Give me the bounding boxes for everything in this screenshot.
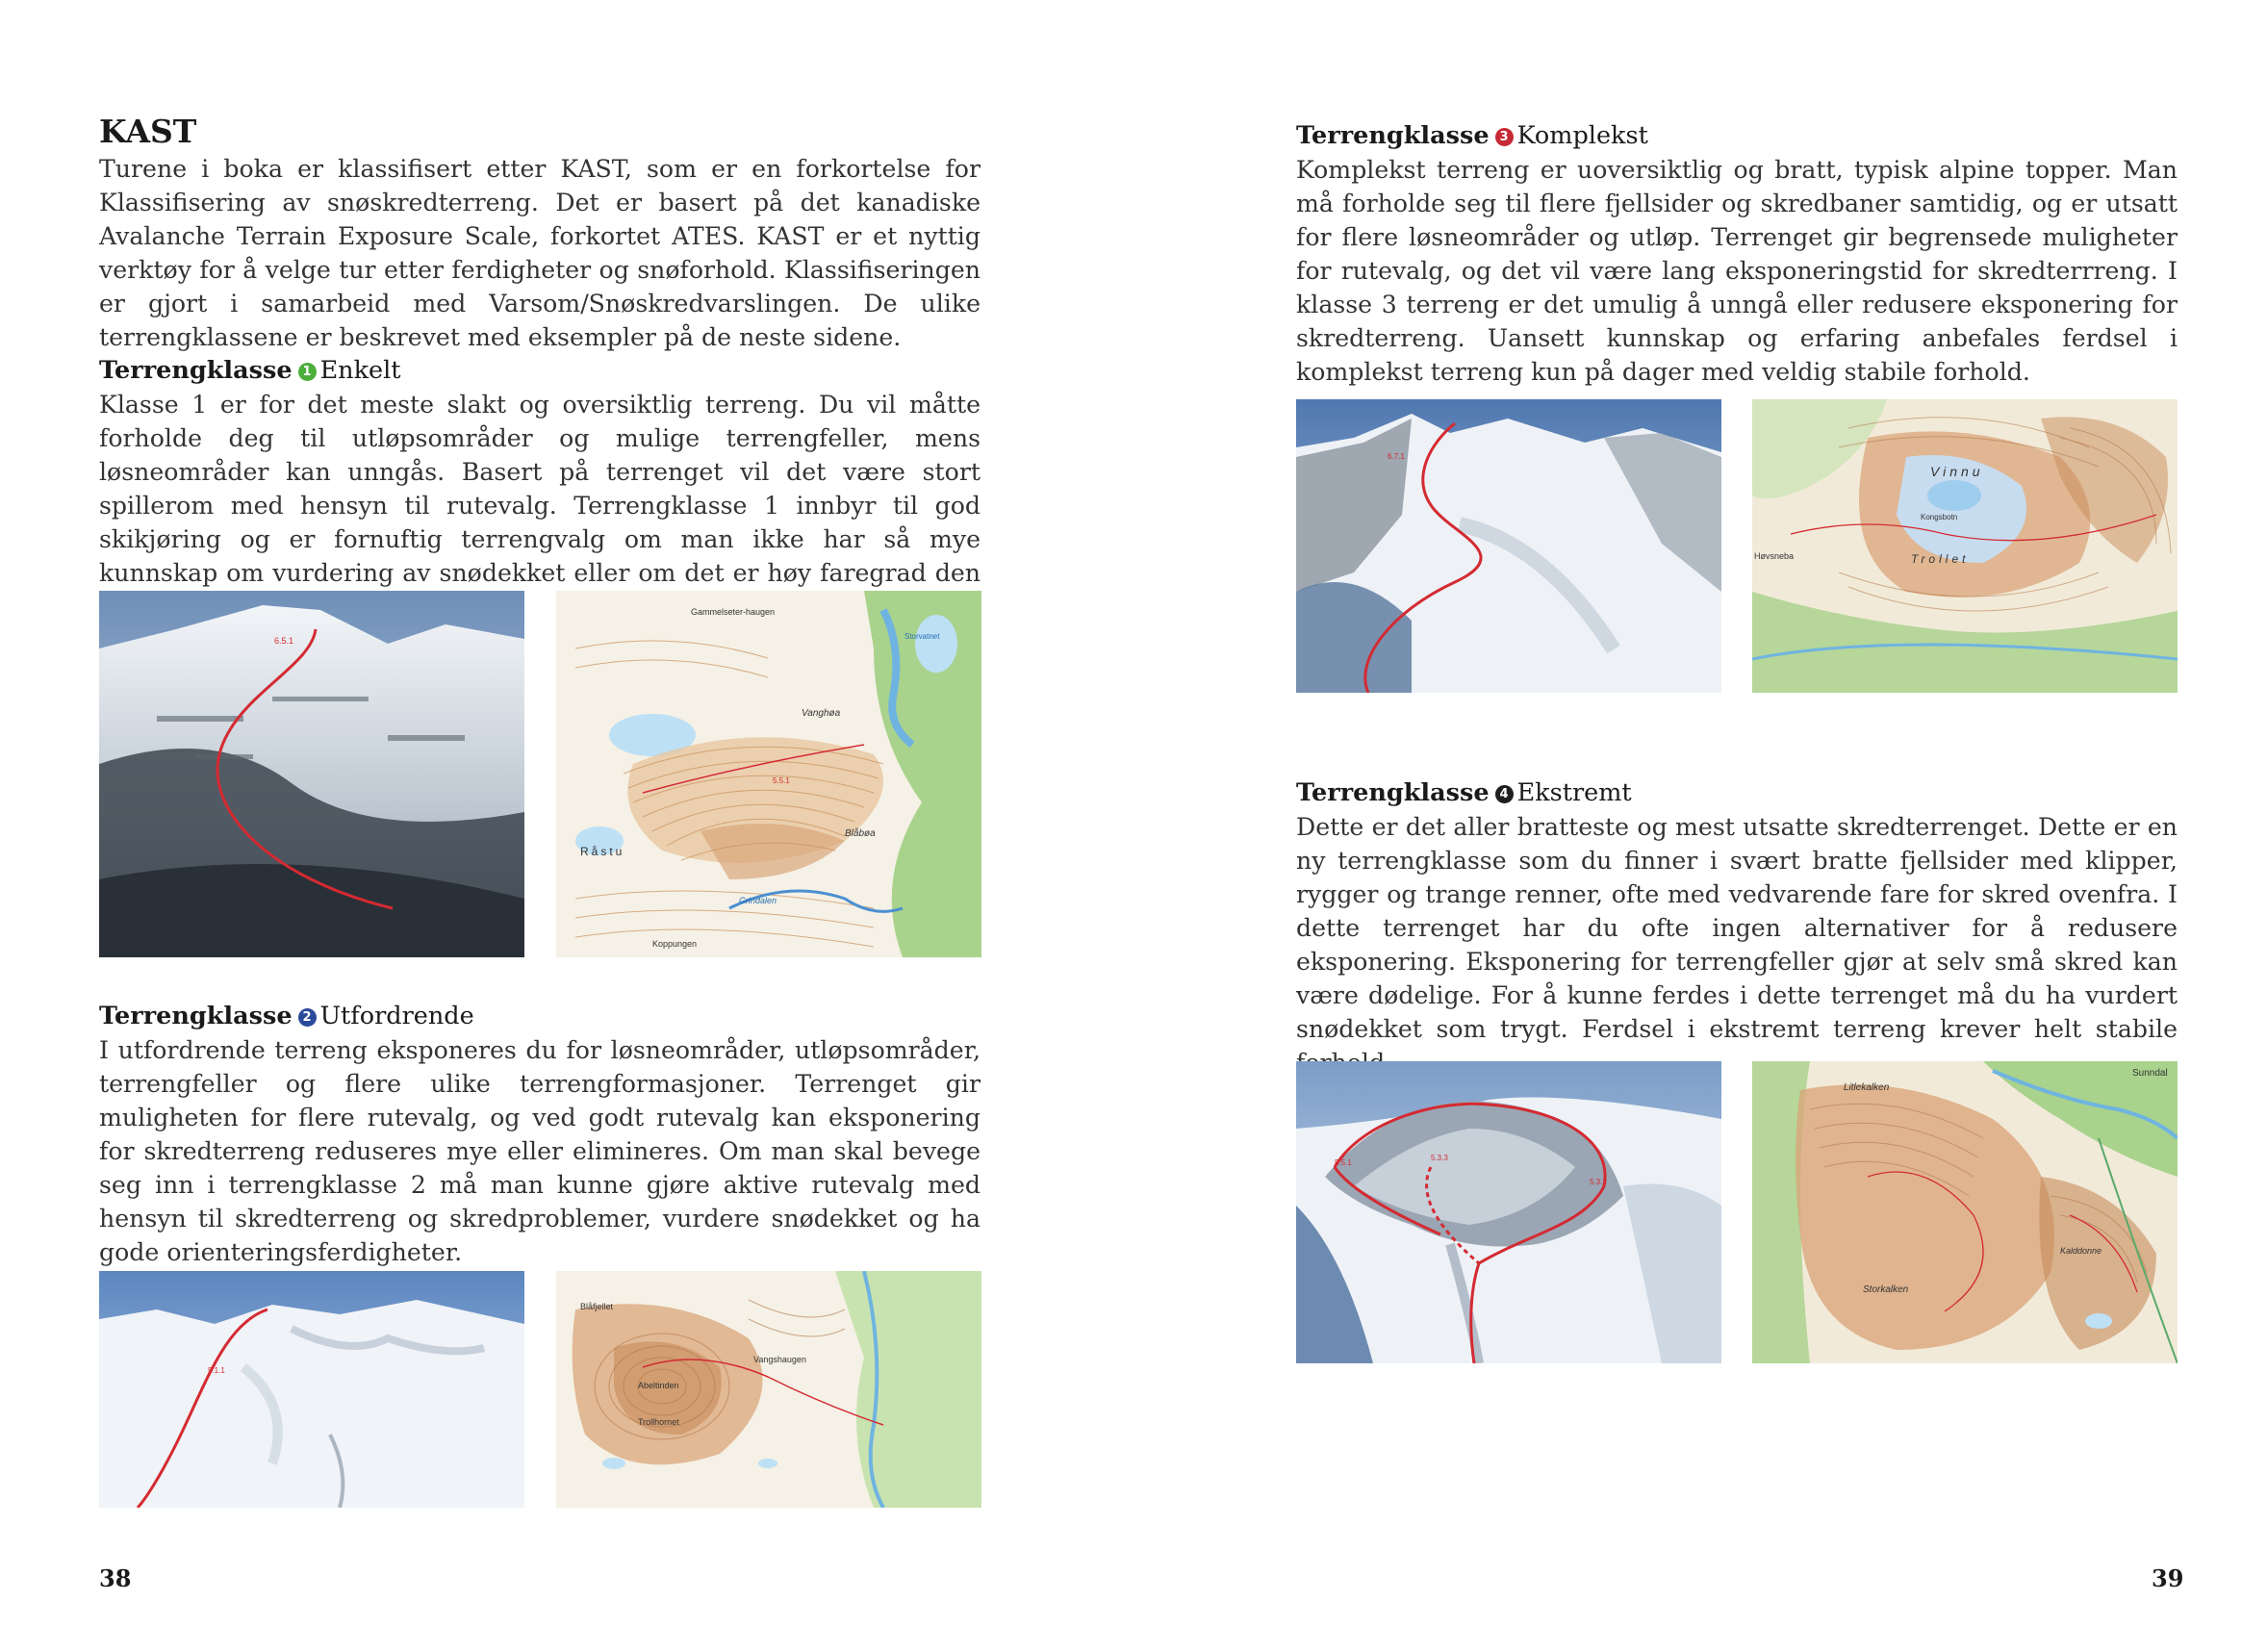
map1-label-6: 5.5.1 [773,776,790,785]
class3-heading [1296,119,1648,153]
class1-heading [99,354,401,388]
class1-badge: 1 [298,363,317,381]
map2-label-3: Vangshaugen [753,1355,806,1364]
map4-label-0: Litlekalken [1844,1082,1890,1093]
map1-label-1: Storvatnet [904,632,940,641]
map4-label-3: Kalddonne [2060,1246,2102,1256]
class4-photo [1296,1061,1721,1363]
class4-label: Terrengklasse [1296,778,1490,807]
class2-label: Terrengklasse [99,1002,293,1030]
map1-label-3: Råstu [580,845,625,858]
class2-photo-label: 5.1.1 [208,1366,225,1375]
class4-heading [1296,776,1632,810]
class2-map [556,1271,981,1508]
map1-label-7: Grindalen [739,896,777,905]
map1-label-4: Blåbøa [845,828,876,839]
class3-label: Terrengklasse [1296,121,1490,150]
map2-label-0: Blåfjellet [580,1302,614,1311]
map3-label-0: Vinnu [1930,464,1984,479]
class4-map [1752,1061,2178,1363]
map3-label-1: Trollet [1911,552,1970,566]
map3-label-3: Kongsbotn [1921,513,1958,521]
class3-badge: 3 [1495,128,1514,146]
map3-label-2: Høvsneba [1754,551,1795,561]
class4-photo-label-2: 5.3.2 [1590,1178,1607,1186]
class2-text: I utfordrende terreng eksponeres du for løsneområder, utløpsområder, terrengfeller og flere ulike terrengformasjoner. Terrenget gir muligheten for flere rutevalg, og ved godt rutevalg kan eksponering for skredterreng reduseres mye eller elimineres. Om man skal bevege seg inn i terrengklasse 2 må man kunne gjøre aktive rutevalg med hensyn til skredterreng og skredproblemer, vurdere snødekket og ha gode orienteringsferdigheter. [99,1036,981,1266]
class2-photo [99,1271,524,1508]
class3-name: Komplekst [1516,121,1648,150]
map1-label-5: Koppungen [652,939,698,949]
class1-photo [99,591,524,957]
class1-photo-label: 6.5.1 [274,636,294,646]
class4-badge: 4 [1495,785,1514,803]
class1-map [556,591,981,957]
class3-photo [1296,399,1721,693]
map4-label-1: Storkalken [1863,1284,1909,1295]
class1-name: Enkelt [319,356,401,385]
class2-name: Utfordrende [319,1002,474,1030]
class2-badge: 2 [298,1008,317,1027]
class4-photo-label-1: 5.3.3 [1431,1154,1448,1162]
map1-label-0: Gammelseter-haugen [691,607,776,617]
class1-text: Klasse 1 er for det meste slakt og oversiktlig terreng. Du vil måtte forholde deg til utløpsområder og mulige terrengfeller, mens løsneområder kan unngås. Basert på terrenget vil det være stort spillerom med hensyn til rutevalg. Terrengklasse 1 innbyr til god skikjøring og er fornuftig terrengvalg om man ikke har så mye kunnskap om vurdering av snødekket eller om det er høy faregrad den [99,391,981,587]
page-number-right: 39 [2152,1564,2184,1592]
class4-photo-label-0: 5.5.1 [1335,1158,1352,1167]
class3-map [1752,399,2178,693]
page-title: KAST [99,113,197,150]
class1-label: Terrengklasse [99,356,293,385]
class2-heading [99,1000,474,1033]
page-number-left: 38 [99,1564,132,1592]
class3-photo-label: 6.7.1 [1388,452,1405,461]
class4-text: Dette er det aller bratteste og mest utsatte skredterrenget. Dette er en ny terrengklasse som du finner i svært bratte fjellsider med klipper, rygger og trange renner, ofte med vedvarende fare for skred ovenfra. I dette terrenget har du ofte ingen alternativer for å redusere eksponering. Eksponering for terrengfeller gjør at selv små skred kan være dødelige. For å kunne ferdes i dette terrenget må du ha vurdert snødekket som trygt. Ferdsel i ekstremt terreng krever helt stabile [1296,813,2178,1043]
intro-paragraph: Turene i boka er klassifisert etter KAST, som er en forkortelse for Klassifisering av snøskredterreng. Det er basert på det kanadiske Avalanche Terrain Exposure Scale, forkortet ATES. KAST er et nyttig verktøy for å velge tur etter ferdigheter og snøforhold. Klassifiseringen er gjort i samarbeid med Varsom/Snøskredvarslingen. De ulike terrengklassene er beskrevet med eksempler på de neste sidene. [99,155,981,351]
class3-text: Komplekst terreng er uoversiktlig og bratt, typisk alpine topper. Man må forholde seg til flere fjellsider og skredbaner samtidig, og er utsatt for flere løsneområder og utløp. Terrenget gir begrensede muligheter for rutevalg, og det vil være lang eksponeringstid for skredterrreng. I klasse 3 terreng er det umulig å unngå eller redusere eksponering for skredterreng. Uansett kunnskap og erfaring anbefales ferdsel i komplekst terreng kun på dager med veldig stabile forhold. [1296,156,2178,386]
class4-name: Ekstremt [1516,778,1632,807]
map2-label-1: Abeltinden [638,1381,679,1390]
map1-label-2: Vanghøa [802,708,841,719]
right-page [1134,0,2267,1652]
map2-label-2: Trollhornet [638,1417,679,1427]
map4-label-2: Sunndal [2132,1068,2168,1079]
